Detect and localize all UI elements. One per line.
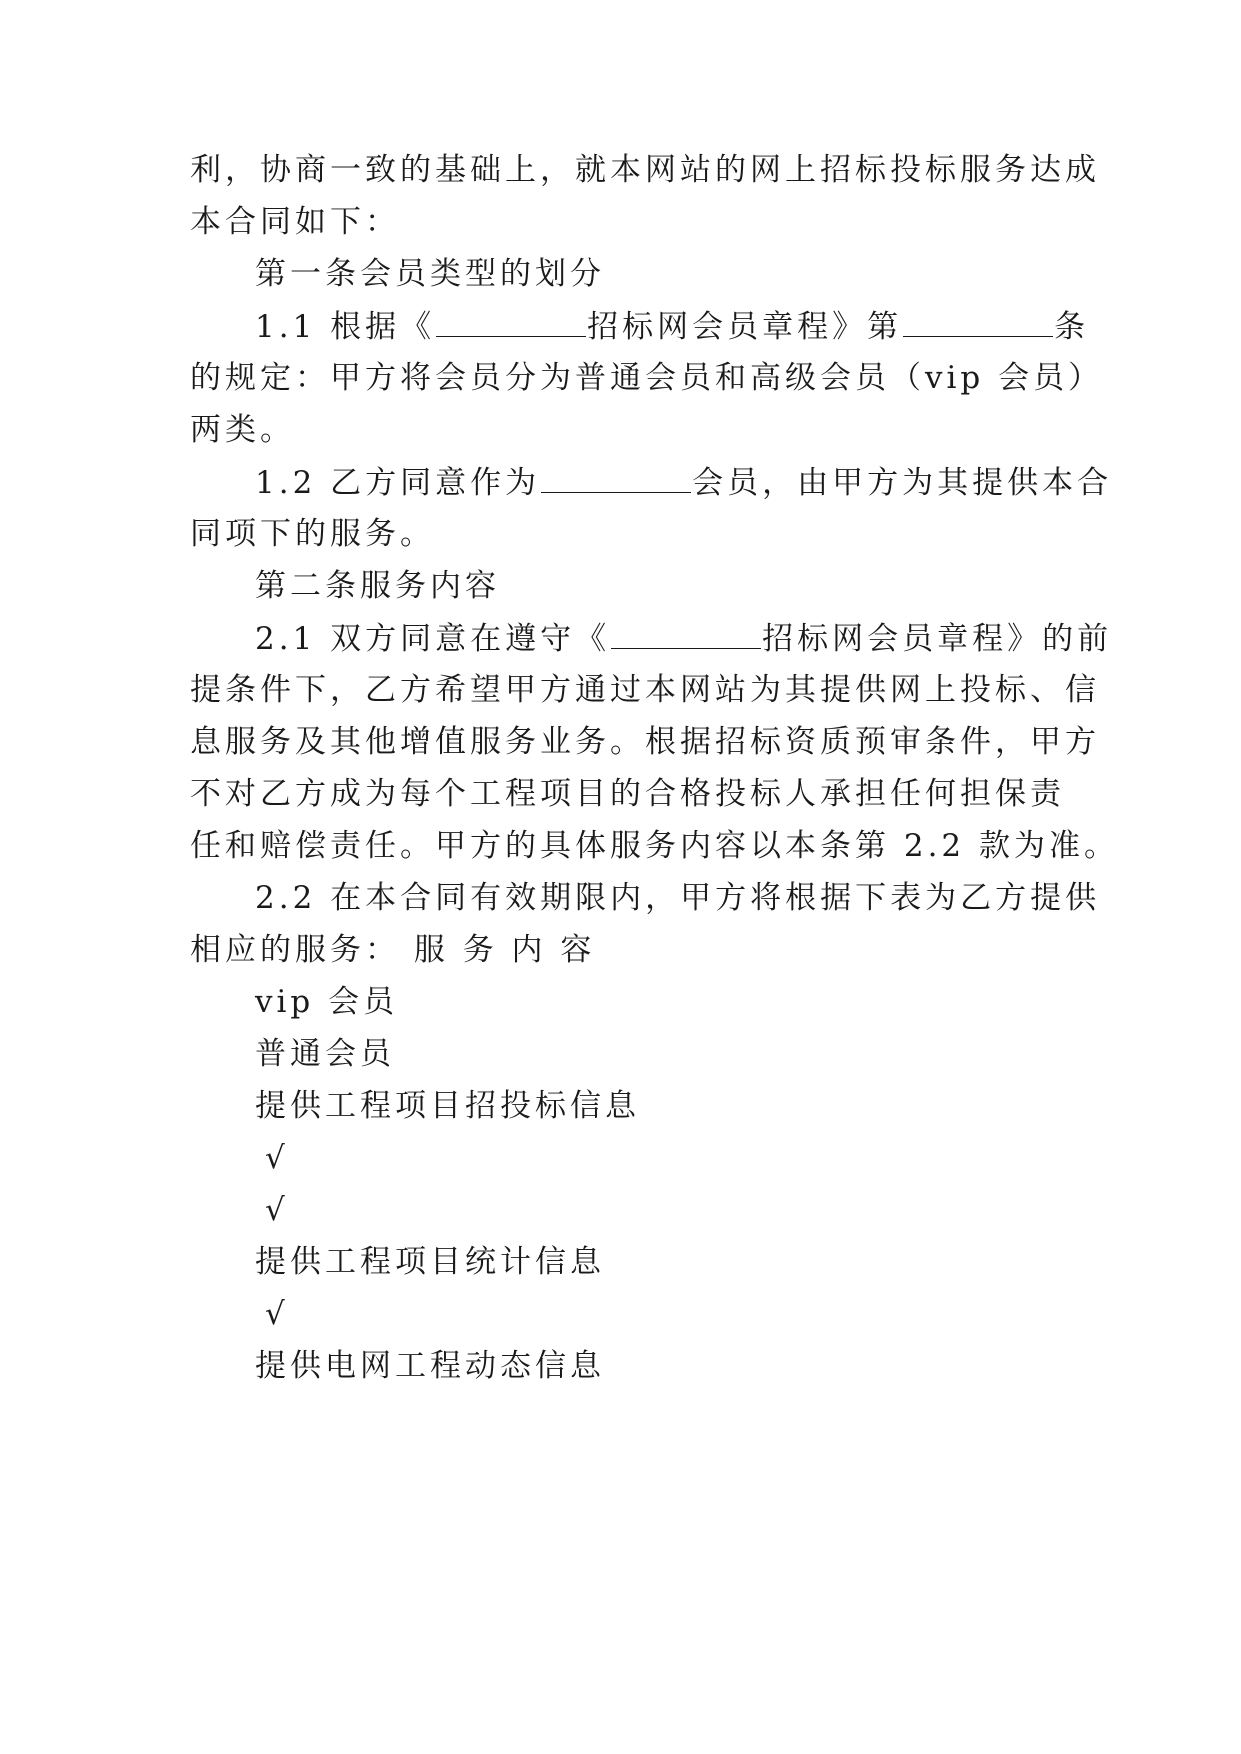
table-cell-service: 提供工程项目统计信息 <box>255 1244 605 1280</box>
paragraph-line: 任和赔偿责任。甲方的具体服务内容以本条第 2.2 款为准。 <box>190 828 1120 864</box>
clause-1-2 <box>255 462 1112 503</box>
table-cell-service: 提供工程项目招投标信息 <box>255 1088 640 1124</box>
fill-blank <box>541 462 691 493</box>
clause-1-1 <box>255 306 1089 347</box>
fill-blank <box>903 306 1053 337</box>
clause-2-1 <box>255 618 1112 659</box>
clause-text: 招标网会员章程》第 <box>587 309 903 345</box>
paragraph-line: 息服务及其他增值服务业务。根据招标资质预审条件，甲方 <box>190 724 1100 760</box>
fill-blank <box>611 618 761 649</box>
clause-text: 1.2 乙方同意作为 <box>255 465 541 501</box>
paragraph-line: 提条件下，乙方希望甲方通过本网站为其提供网上投标、信 <box>190 672 1100 708</box>
fill-blank <box>436 306 586 337</box>
check-mark-icon: √ <box>265 1192 289 1228</box>
clause-2-2: 2.2 在本合同有效期限内，甲方将根据下表为乙方提供 <box>255 880 1101 916</box>
section-heading-1: 第一条会员类型的划分 <box>255 256 605 292</box>
clause-text: 会员，由甲方为其提供本合 <box>692 465 1113 501</box>
table-cell-vip: vip 会员 <box>255 984 399 1020</box>
paragraph-line: 不对乙方成为每个工程项目的合格投标人承担任何担保责 <box>190 776 1065 812</box>
check-mark-icon: √ <box>265 1296 289 1332</box>
paragraph-line: 利，协商一致的基础上，就本网站的网上招标投标服务达成 <box>190 152 1100 188</box>
paragraph-line: 同项下的服务。 <box>190 516 435 552</box>
clause-text: 条 <box>1054 309 1090 345</box>
clause-text: 招标网会员章程》的前 <box>762 621 1113 657</box>
paragraph-line: 两类。 <box>190 412 295 448</box>
clause-text: 1.1 根据《 <box>255 309 436 345</box>
table-cell-service: 提供电网工程动态信息 <box>255 1348 605 1384</box>
clause-text: 2.1 双方同意在遵守《 <box>255 621 611 657</box>
paragraph-line: 相应的服务： 服 务 内 容 <box>190 932 596 968</box>
paragraph-line: 本合同如下： <box>190 204 400 240</box>
table-cell-normal: 普通会员 <box>255 1036 395 1072</box>
check-mark-icon: √ <box>265 1140 289 1176</box>
paragraph-line: 的规定：甲方将会员分为普通会员和高级会员（vip 会员） <box>190 360 1104 396</box>
section-heading-2: 第二条服务内容 <box>255 568 500 604</box>
